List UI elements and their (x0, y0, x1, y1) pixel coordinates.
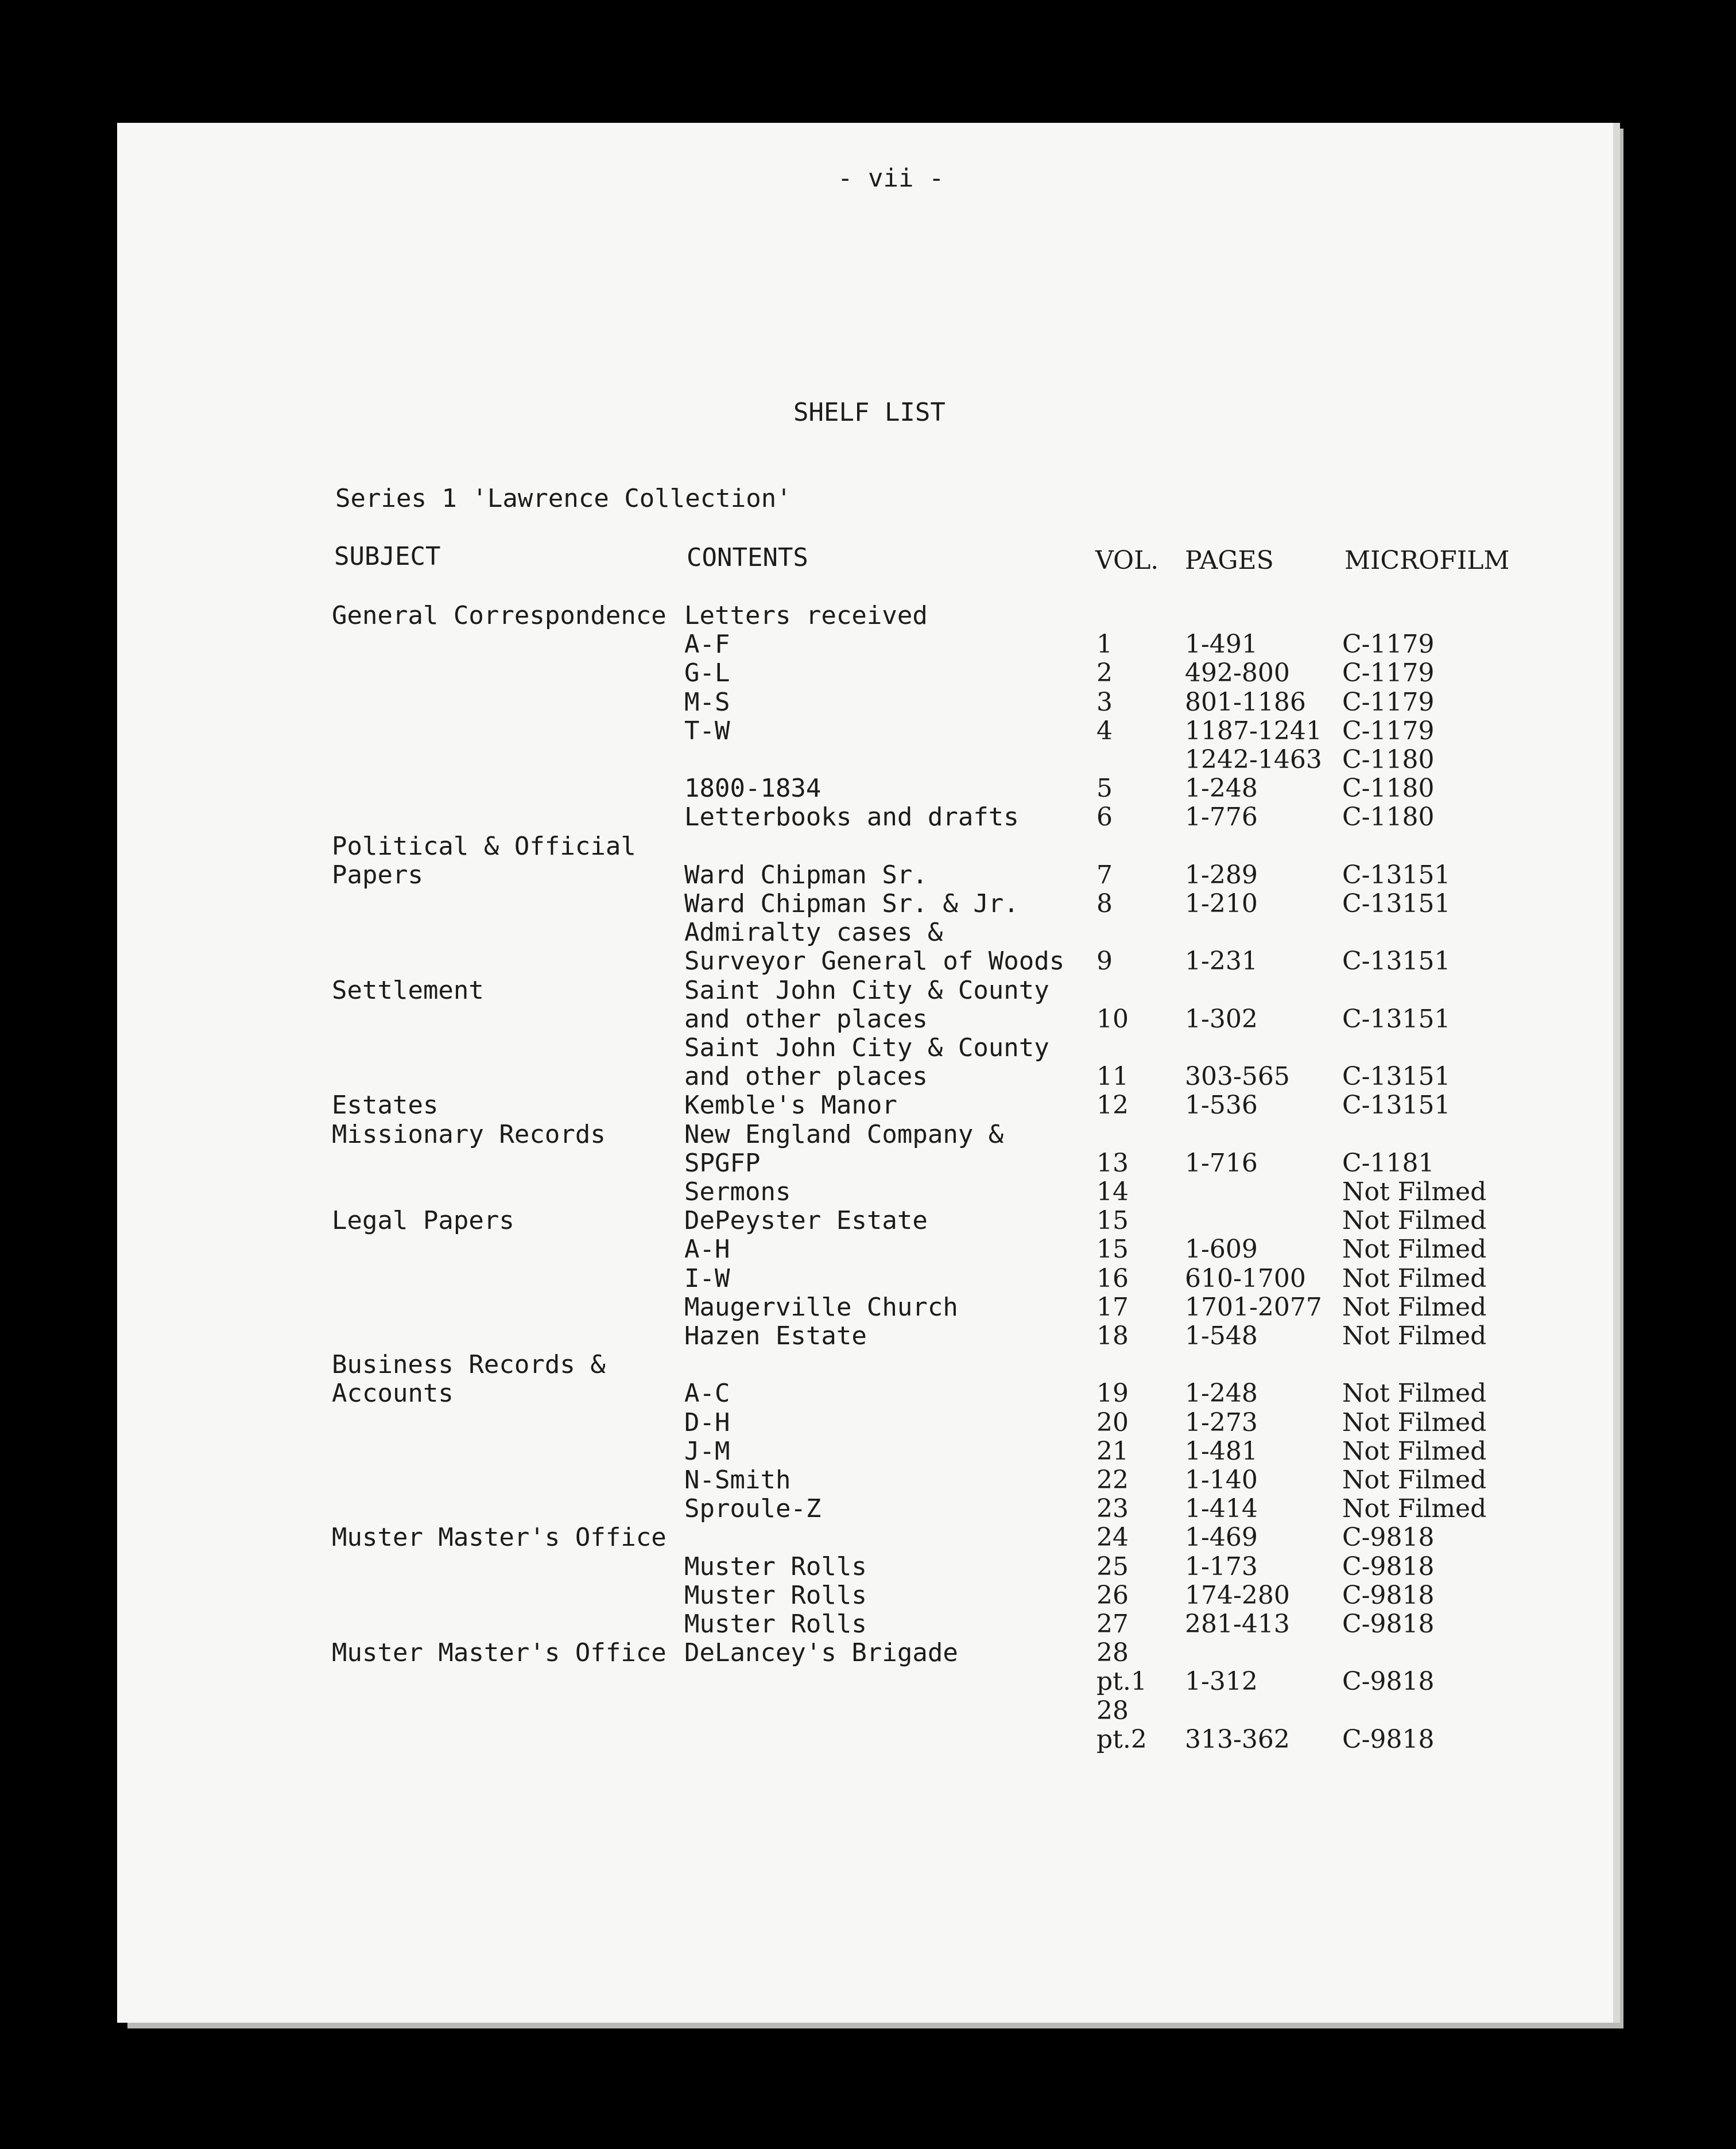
cell-microfilm: Not Filmed (1342, 1206, 1487, 1235)
cell-vol: 4 (1096, 716, 1113, 746)
header-contents: CONTENTS (687, 543, 808, 572)
cell-contents: N-Smith (684, 1465, 791, 1495)
cell-pages: 1242-1463 (1185, 745, 1322, 774)
cell-subject: Settlement (332, 976, 484, 1005)
cell-pages: 174-280 (1185, 1581, 1290, 1610)
cell-microfilm: C-9818 (1342, 1552, 1435, 1581)
cell-vol: 13 (1096, 1149, 1129, 1178)
cell-pages: 1-469 (1185, 1523, 1258, 1552)
cell-microfilm: Not Filmed (1342, 1293, 1487, 1322)
cell-vol: 6 (1096, 802, 1113, 832)
cell-contents: Saint John City & County (684, 1033, 1049, 1062)
cell-contents: D-H (684, 1408, 730, 1437)
cell-microfilm: C-1180 (1342, 802, 1435, 832)
cell-vol: 25 (1096, 1552, 1129, 1581)
cell-microfilm: C-1179 (1342, 688, 1435, 717)
cell-contents: Letters received (684, 601, 928, 630)
cell-vol: 26 (1096, 1581, 1129, 1610)
cell-contents: and other places (684, 1004, 928, 1034)
header-vol: VOL. (1095, 546, 1159, 575)
cell-contents: A-C (684, 1379, 730, 1408)
cell-contents: Maugerville Church (684, 1293, 958, 1322)
cell-vol: 18 (1096, 1321, 1129, 1351)
cell-microfilm: C-9818 (1342, 1523, 1435, 1552)
cell-contents: G-L (684, 658, 730, 688)
cell-pages: 1701-2077 (1185, 1293, 1322, 1322)
cell-vol: 10 (1096, 1004, 1129, 1034)
cell-vol: 28 (1096, 1638, 1129, 1667)
cell-vol: 11 (1096, 1062, 1129, 1091)
cell-contents: M-S (684, 688, 730, 717)
cell-pages: 1-548 (1185, 1321, 1258, 1351)
document-page (117, 123, 1613, 2023)
cell-pages: 281-413 (1185, 1609, 1290, 1639)
cell-pages: 1-173 (1185, 1552, 1258, 1581)
cell-microfilm: C-13151 (1342, 889, 1451, 918)
cell-vol: 15 (1096, 1235, 1129, 1264)
cell-microfilm: C-13151 (1342, 1091, 1451, 1120)
cell-contents: New England Company & (684, 1120, 1004, 1149)
cell-vol: 15 (1096, 1206, 1129, 1235)
cell-pages: 1-312 (1185, 1667, 1258, 1696)
cell-microfilm: C-1180 (1342, 745, 1435, 774)
page-number: - vii - (838, 164, 944, 193)
cell-subject: Accounts (332, 1379, 454, 1408)
cell-microfilm: Not Filmed (1342, 1437, 1487, 1466)
cell-pages: 1-776 (1185, 802, 1258, 832)
cell-vol: 21 (1096, 1437, 1129, 1466)
cell-pages: 1-414 (1185, 1494, 1258, 1523)
cell-microfilm: C-9818 (1342, 1581, 1435, 1610)
cell-pages: 1-231 (1185, 947, 1258, 976)
cell-pages: 1-248 (1185, 1379, 1258, 1408)
header-microfilm: MICROFILM (1344, 546, 1510, 575)
cell-microfilm: C-13151 (1342, 1004, 1451, 1034)
cell-vol: 3 (1096, 688, 1113, 717)
header-subject: SUBJECT (334, 542, 441, 571)
cell-vol: 1 (1096, 630, 1113, 659)
cell-pages: 610-1700 (1185, 1264, 1306, 1293)
cell-vol: 16 (1096, 1264, 1129, 1293)
cell-pages: 1-481 (1185, 1437, 1258, 1466)
cell-vol: 19 (1096, 1379, 1129, 1408)
cell-vol: 28 (1096, 1696, 1129, 1725)
cell-vol: 7 (1096, 860, 1113, 890)
cell-pages: 1-302 (1185, 1004, 1258, 1034)
cell-microfilm: Not Filmed (1342, 1494, 1487, 1523)
cell-subject: Muster Master's Office (332, 1523, 666, 1552)
cell-microfilm: C-9818 (1342, 1725, 1435, 1754)
cell-contents: DePeyster Estate (684, 1206, 928, 1235)
cell-vol: 14 (1096, 1177, 1129, 1207)
cell-vol: 8 (1096, 889, 1113, 918)
cell-contents: Sproule-Z (684, 1494, 822, 1523)
cell-microfilm: Not Filmed (1342, 1177, 1487, 1207)
cell-vol: 5 (1096, 774, 1113, 803)
cell-pages: 1-140 (1185, 1465, 1258, 1495)
cell-microfilm: C-1180 (1342, 774, 1435, 803)
cell-contents: Ward Chipman Sr. (684, 860, 928, 890)
cell-contents: Surveyor General of Woods (684, 947, 1065, 976)
cell-contents: Muster Rolls (684, 1581, 867, 1610)
cell-subject: Estates (332, 1091, 439, 1120)
cell-microfilm: C-1179 (1342, 716, 1435, 746)
cell-vol: 27 (1096, 1609, 1129, 1639)
cell-vol: 24 (1096, 1523, 1129, 1552)
cell-pages: 1-289 (1185, 860, 1258, 890)
cell-pages: 801-1186 (1185, 688, 1306, 717)
cell-pages: 492-800 (1185, 658, 1290, 688)
cell-contents: Sermons (684, 1177, 791, 1207)
cell-microfilm: Not Filmed (1342, 1465, 1487, 1495)
cell-subject: Legal Papers (332, 1206, 514, 1235)
series-heading: Series 1 'Lawrence Collection' (335, 484, 792, 513)
cell-microfilm: Not Filmed (1342, 1264, 1487, 1293)
cell-contents: A-F (684, 630, 730, 659)
cell-vol: pt.2 (1096, 1725, 1147, 1754)
cell-contents: Saint John City & County (684, 976, 1049, 1005)
cell-microfilm: C-9818 (1342, 1667, 1435, 1696)
cell-pages: 1-491 (1185, 630, 1258, 659)
cell-microfilm: Not Filmed (1342, 1321, 1487, 1351)
cell-microfilm: C-1179 (1342, 630, 1435, 659)
page-title: SHELF LIST (793, 398, 946, 427)
cell-pages: 1-210 (1185, 889, 1258, 918)
cell-vol: 2 (1096, 658, 1113, 688)
cell-contents: Kemble's Manor (684, 1091, 897, 1120)
cell-contents: Letterbooks and drafts (684, 802, 1019, 832)
cell-contents: DeLancey's Brigade (684, 1638, 958, 1667)
cell-subject: Missionary Records (332, 1120, 606, 1149)
cell-contents: Hazen Estate (684, 1321, 867, 1351)
cell-pages: 1-536 (1185, 1091, 1258, 1120)
cell-pages: 1187-1241 (1185, 716, 1322, 746)
cell-pages: 1-273 (1185, 1408, 1258, 1437)
cell-contents: J-M (684, 1437, 730, 1466)
cell-subject: Political & Official (332, 832, 636, 861)
shelf-list-table (117, 123, 1613, 2023)
cell-contents: Muster Rolls (684, 1552, 867, 1581)
cell-microfilm: Not Filmed (1342, 1408, 1487, 1437)
cell-contents: Ward Chipman Sr. & Jr. (684, 889, 1019, 918)
cell-pages: 1-248 (1185, 774, 1258, 803)
cell-vol: pt.1 (1096, 1667, 1147, 1696)
cell-contents: and other places (684, 1062, 928, 1091)
cell-vol: 12 (1096, 1091, 1129, 1120)
cell-vol: 22 (1096, 1465, 1129, 1495)
cell-contents: Admiralty cases & (684, 918, 943, 947)
cell-subject: General Correspondence (332, 601, 666, 630)
cell-contents: Muster Rolls (684, 1609, 867, 1639)
cell-contents: T-W (684, 716, 730, 746)
cell-microfilm: C-13151 (1342, 1062, 1451, 1091)
cell-vol: 9 (1096, 947, 1113, 976)
cell-microfilm: C-13151 (1342, 860, 1451, 890)
cell-microfilm: C-1179 (1342, 658, 1435, 688)
cell-subject: Papers (332, 860, 423, 890)
cell-contents: I-W (684, 1264, 730, 1293)
cell-pages: 303-565 (1185, 1062, 1290, 1091)
cell-vol: 20 (1096, 1408, 1129, 1437)
cell-pages: 313-362 (1185, 1725, 1290, 1754)
cell-subject: Business Records & (332, 1350, 606, 1379)
cell-vol: 17 (1096, 1293, 1129, 1322)
cell-microfilm: C-9818 (1342, 1609, 1435, 1639)
cell-contents: A-H (684, 1235, 730, 1264)
cell-pages: 1-716 (1185, 1149, 1258, 1178)
cell-microfilm: C-13151 (1342, 947, 1451, 976)
cell-pages: 1-609 (1185, 1235, 1258, 1264)
cell-contents: SPGFP (684, 1149, 761, 1178)
cell-vol: 23 (1096, 1494, 1129, 1523)
cell-microfilm: Not Filmed (1342, 1379, 1487, 1408)
cell-microfilm: Not Filmed (1342, 1235, 1487, 1264)
cell-subject: Muster Master's Office (332, 1638, 666, 1667)
cell-microfilm: C-1181 (1342, 1149, 1435, 1178)
header-pages: PAGES (1185, 546, 1274, 575)
cell-contents: 1800-1834 (684, 774, 822, 803)
